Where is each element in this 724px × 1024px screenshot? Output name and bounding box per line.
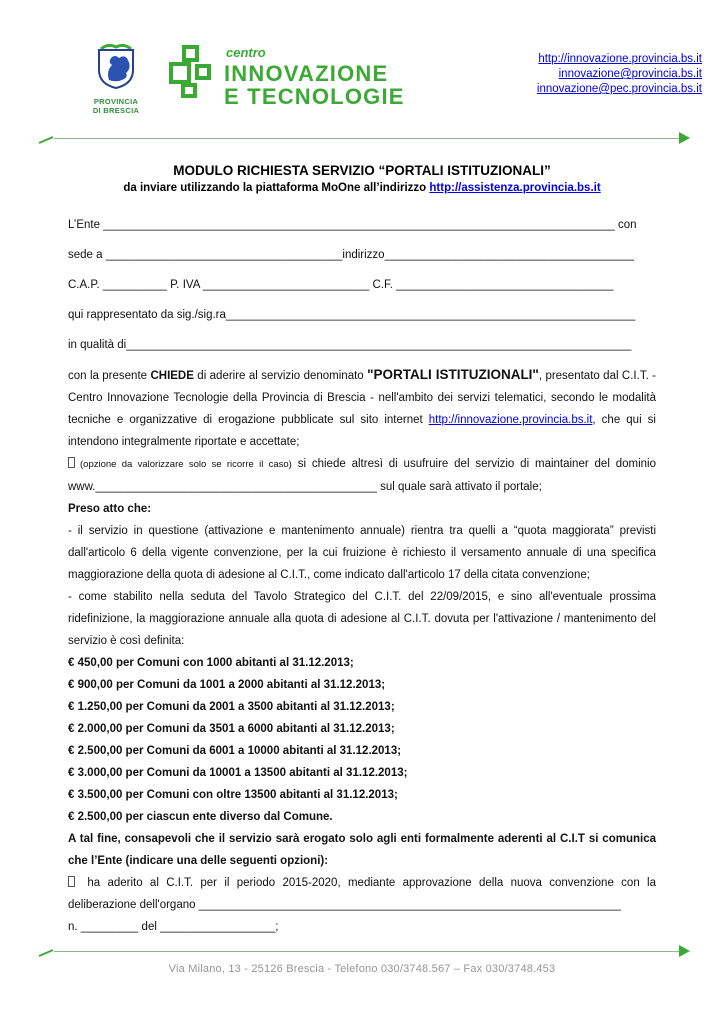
a-tal-fine-paragraph: A tal fine, consapevoli che il servizio sarà erogato solo agli enti formalmente aderenti al C.I.T si comunica che l’Ente (indicare una delle seguenti opzioni):	[68, 833, 656, 867]
cit-word-tecnologie: E TECNOLOGIE	[224, 84, 405, 109]
fee-line: € 2.500,00 per ciascun ente diverso dal Comune.	[68, 811, 333, 823]
logos	[80, 42, 405, 115]
form-line-sede	[68, 244, 656, 266]
dominio-blank-line: ____________________________________________	[95, 481, 377, 493]
top-divider	[38, 131, 690, 145]
fee-line: € 1.250,00 per Comuni da 2001 a 3500 abitanti al 31.12.2013;	[68, 701, 395, 713]
form-line-rappresentato	[68, 304, 656, 326]
piva-label: P. IVA	[166, 279, 203, 291]
cit-word-innovazione: INNOVAZIONE	[224, 61, 389, 86]
option-seg1: si chiede altresì di usufruire del servizio di maintainer del dominio www.	[68, 458, 656, 493]
arrow-right-icon	[679, 132, 690, 144]
maintainer-option-paragraph	[68, 453, 656, 498]
fee-line: € 3.500,00 per Comuni con oltre 13500 abitanti al 31.12.2013;	[68, 789, 398, 801]
organo-blank-line: __________________________________________________________________	[198, 899, 621, 911]
form-line-ente	[68, 214, 656, 236]
qualita-blank-line: _______________________________________________________________________________	[126, 339, 632, 351]
form-line-numero	[68, 916, 656, 938]
cit-squares-icon	[168, 44, 214, 98]
header	[0, 0, 724, 115]
adesione-option-text: ha aderito al C.I.T. per il periodo 2015-2020, mediante approvazione della nuova convenzione con la deliberazione dell'organo	[68, 877, 656, 911]
header-link-web[interactable]: http://innovazione.provincia.bs.it	[538, 53, 702, 65]
cit-logo	[168, 44, 405, 108]
option-note: (opzione da valorizzare solo se ricorre il caso)	[80, 459, 292, 470]
fee-line: € 900,00 per Comuni da 1001 a 2000 abitanti al 31.12.2013;	[68, 679, 386, 691]
chiede-paragraph	[68, 364, 656, 453]
provincia-brescia-logo	[80, 42, 152, 115]
del-blank-line: __________________	[160, 921, 276, 933]
footer-address: Via Milano, 13 - 25126 Brescia - Telefono 030/3748.567 – Fax 030/3748.453	[168, 963, 556, 975]
option-seg2: sul quale sarà attivato il portale;	[376, 481, 542, 493]
preso-atto-heading: Preso atto che:	[68, 503, 152, 515]
bottom-divider	[38, 944, 690, 958]
form-line-cap	[68, 274, 656, 296]
indirizzo-label: indirizzo	[342, 249, 385, 261]
divider-tick-icon	[38, 131, 54, 145]
cap-label: C.A.P.	[68, 279, 103, 291]
provincia-caption-line2: DI BRESCIA	[92, 106, 140, 115]
chiede-seg3: , presentato dal C.I.T. - Centro Innovazione Tecnologie della Provincia di Brescia - nell'ambito dei servizi telematici, secondo le modalità tecniche e organizzative di erogazione pubblicate sul sito internet	[68, 370, 656, 426]
sede-label: sede a	[68, 249, 106, 261]
innovazione-link[interactable]: http://innovazione.provincia.bs.it	[428, 414, 593, 426]
preso-atto-p2: - come stabilito nella seduta del Tavolo Strategico del C.I.T. del 22/09/2015, e sino all'eventuale prossima ridefinizione, la maggiorazione annuale alla quota di adesione al C.I.T. dovuta per l'attivazione / mantenimento del servizio è così definita:	[68, 591, 656, 647]
indirizzo-blank-line: _______________________________________	[384, 249, 635, 261]
provincia-caption	[80, 97, 152, 115]
ente-label: L’Ente	[68, 219, 104, 231]
cf-blank-line: __________________________________	[396, 279, 614, 291]
ente-blank-line: ________________________________________________________________________________	[103, 219, 615, 231]
arrow-right-icon	[679, 945, 690, 957]
document-subtitle	[0, 182, 724, 194]
fee-line: € 2.000,00 per Comuni da 3501 a 6000 abitanti al 31.12.2013;	[68, 723, 395, 735]
preso-atto-p1: - il servizio in questione (attivazione e mantenimento annuale) rientra tra quelli a “quota maggiorata” previsti dall'articolo 6 della vigente convenzione, per la cui fruizione è richiesto il versamento annuale di una specifica maggiorazione della quota di adesione al C.I.T., come indicato dall'articolo 17 della citata convenzione;	[68, 525, 656, 581]
service-name: "PORTALI ISTITUZIONALI"	[367, 367, 539, 382]
divider-rule	[54, 138, 679, 139]
divider-tick-icon	[38, 944, 54, 958]
form-body	[0, 214, 724, 938]
cap-blank-line: __________	[102, 279, 167, 291]
header-link-pec[interactable]: innovazione@pec.provincia.bs.it	[536, 83, 702, 95]
fee-line: € 3.000,00 per Comuni da 10001 a 13500 abitanti al 31.12.2013;	[68, 767, 408, 779]
assistenza-link[interactable]: http://assistenza.provincia.bs.it	[429, 182, 601, 194]
rappresentato-blank-line: ________________________________________________________________	[225, 309, 636, 321]
cit-logo-text	[224, 44, 405, 108]
chiede-seg2: di aderire al servizio denominato	[193, 370, 368, 382]
numero-blank-line: _________	[80, 921, 139, 933]
form-line-qualita	[68, 334, 656, 356]
document-title: MODULO RICHIESTA SERVIZIO “PORTALI ISTITUZIONALI”	[173, 163, 551, 178]
cf-label: C.F.	[369, 279, 397, 291]
header-link-email[interactable]: innovazione@provincia.bs.it	[558, 68, 702, 80]
divider-rule	[54, 951, 679, 952]
provincia-caption-line1: PROVINCIA	[93, 97, 139, 106]
sede-blank-line: _____________________________________	[105, 249, 343, 261]
chiede-keyword: CHIEDE	[150, 370, 194, 382]
chiede-seg1: con la presente	[68, 370, 151, 382]
chiede-seg4: , che qui si intendono integralmente riportate e accettate;	[68, 414, 656, 448]
del-label: del	[138, 921, 161, 933]
footer	[0, 944, 724, 975]
rappresentato-label: qui rappresentato da sig./sig.ra	[68, 309, 226, 321]
fee-line: € 2.500,00 per Comuni da 6001 a 10000 abitanti al 31.12.2013;	[68, 745, 402, 757]
provincia-crest-icon	[94, 42, 138, 92]
header-links	[537, 42, 702, 97]
subtitle-text: da inviare utilizzando la piattaforma MoOne all’indirizzo	[123, 182, 430, 194]
cit-word-centro: centro	[226, 45, 266, 60]
checkbox-icon	[68, 457, 75, 468]
fee-line: € 450,00 per Comuni con 1000 abitanti al 31.12.2013;	[68, 657, 354, 669]
line-end: ;	[275, 921, 279, 933]
piva-blank-line: __________________________	[202, 279, 370, 291]
qualita-label: in qualità di	[68, 339, 127, 351]
checkbox-icon	[68, 876, 75, 887]
ente-suffix: con	[614, 219, 637, 231]
numero-label: n.	[68, 921, 81, 933]
adesione-option-paragraph	[68, 872, 656, 916]
